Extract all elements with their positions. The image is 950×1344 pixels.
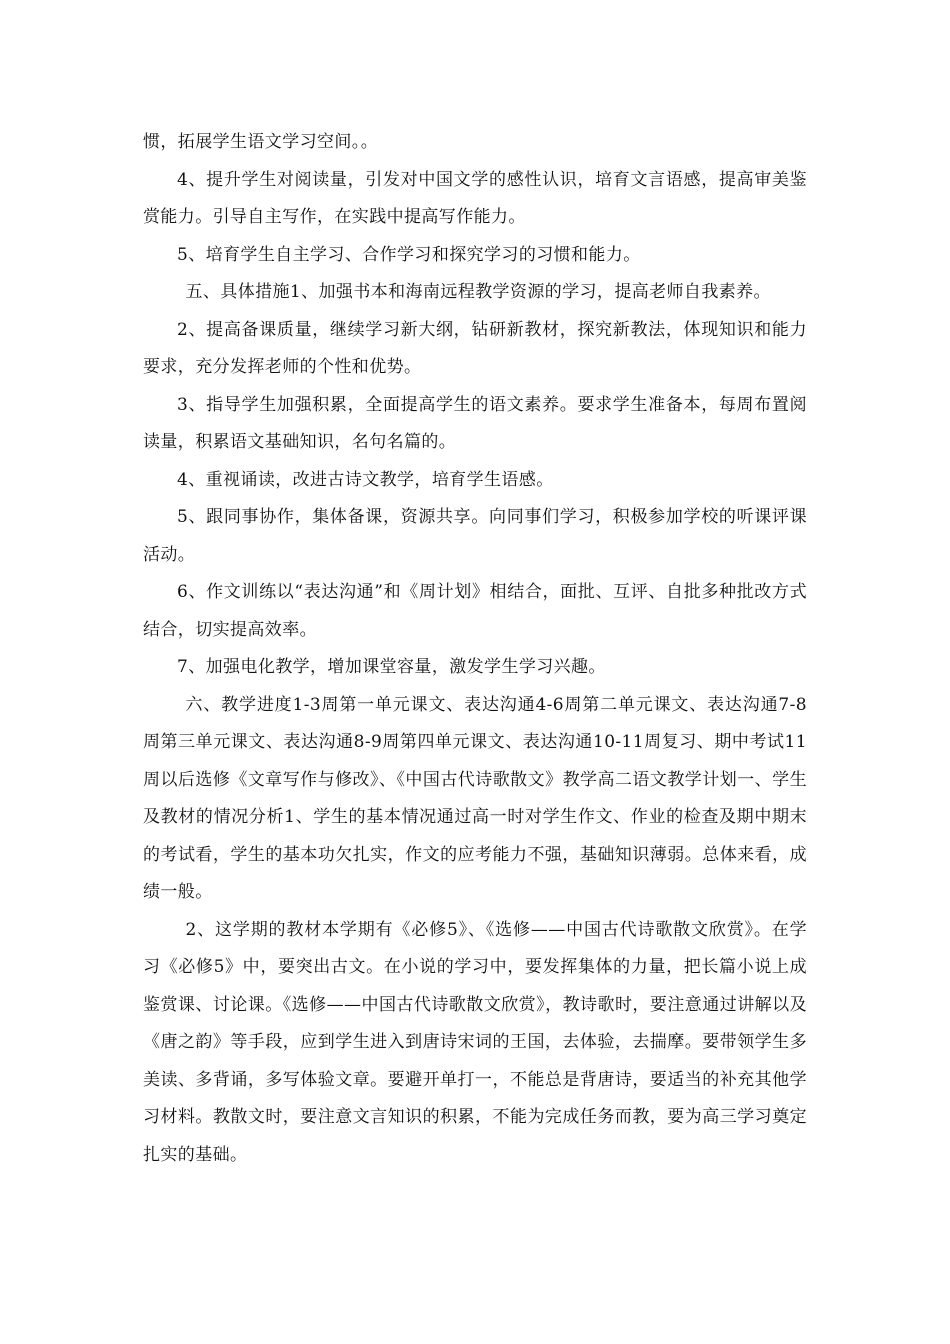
- paragraph-section-5-measures: 五、具体措施1、加强书本和海南远程教学资源的学习，提高老师自我素养。: [185, 282, 771, 302]
- paragraph-goal-4: 4、提升学生对阅读量，引发对中国文学的感性认识，培育文言语感，提高审美鉴赏能力。引导自主写作，在实践中提高写作能力。: [143, 169, 807, 227]
- paragraph-section-6-schedule: 六、教学进度1-3周第一单元课文、表达沟通4-6周第二单元课文、表达沟通7-8周第三单元课文、表达沟通8-9周第四单元课文、表达沟通10-11周复习、期中考试11周以后选修《文章写作与修改》、《中国古代诗歌散文》教学高二语文教学计划一、学生及教材的情况分析1、学生的基本情况通过高一时对学生作文、作业的检查及期中期末的考试看，学生的基本功欠扎实，作文的应考能力不强，基础知识薄弱。总体来看，成绩一般。: [143, 694, 807, 902]
- paragraph-measure-4: 4、重视诵读，改进古诗文教学，培育学生语感。: [177, 469, 554, 490]
- paragraph-goal-5: 5、培育学生自主学习、合作学习和探究学习的习惯和能力。: [177, 244, 641, 265]
- paragraph-measure-7: 7、加强电化教学，增加课堂容量，激发学生学习兴趣。: [177, 657, 606, 677]
- paragraph-measure-6: 6、作文训练以“表达沟通”和《周计划》相结合，面批、互评、自批多种批改方式结合，切实提高效率。: [143, 582, 807, 640]
- document-body: [143, 124, 807, 1174]
- paragraph-measure-3: 3、指导学生加强积累，全面提高学生的语文素养。要求学生准备本，每周布置阅读量，积累语文基础知识，名句名篇的。: [143, 394, 807, 452]
- paragraph-textbook-analysis: 2、这学期的教材本学期有《必修5》、《选修——中国古代诗歌散文欣赏》。在学习《必修5》中，要突出古文。在小说的学习中，要发挥集体的力量，把长篇小说上成鉴赏课、讨论课。《选修——中国古代诗歌散文欣赏》，教诗歌时，要注意通过讲解以及《唐之韵》等手段，应到学生进入到唐诗宋词的王国，去体验，去揣摩。要带领学生多美读、多背诵，多写体验文章。要避开单打一，不能总是背唐诗，要适当的补充其他学习材料。教散文时，要注意文言知识的积累，不能为完成任务而教，要为高三学习奠定扎实的基础。: [143, 919, 807, 1165]
- paragraph-measure-2: 2、提高备课质量，继续学习新大纲，钻研新教材，探究新教法，体现知识和能力要求，充分发挥老师的个性和优势。: [143, 319, 807, 377]
- paragraph-continuation: 惯，拓展学生语文学习空间。。: [143, 132, 379, 152]
- paragraph-measure-5: 5、跟同事协作，集体备课，资源共享。向同事们学习，积极参加学校的听课评课活动。: [143, 507, 807, 565]
